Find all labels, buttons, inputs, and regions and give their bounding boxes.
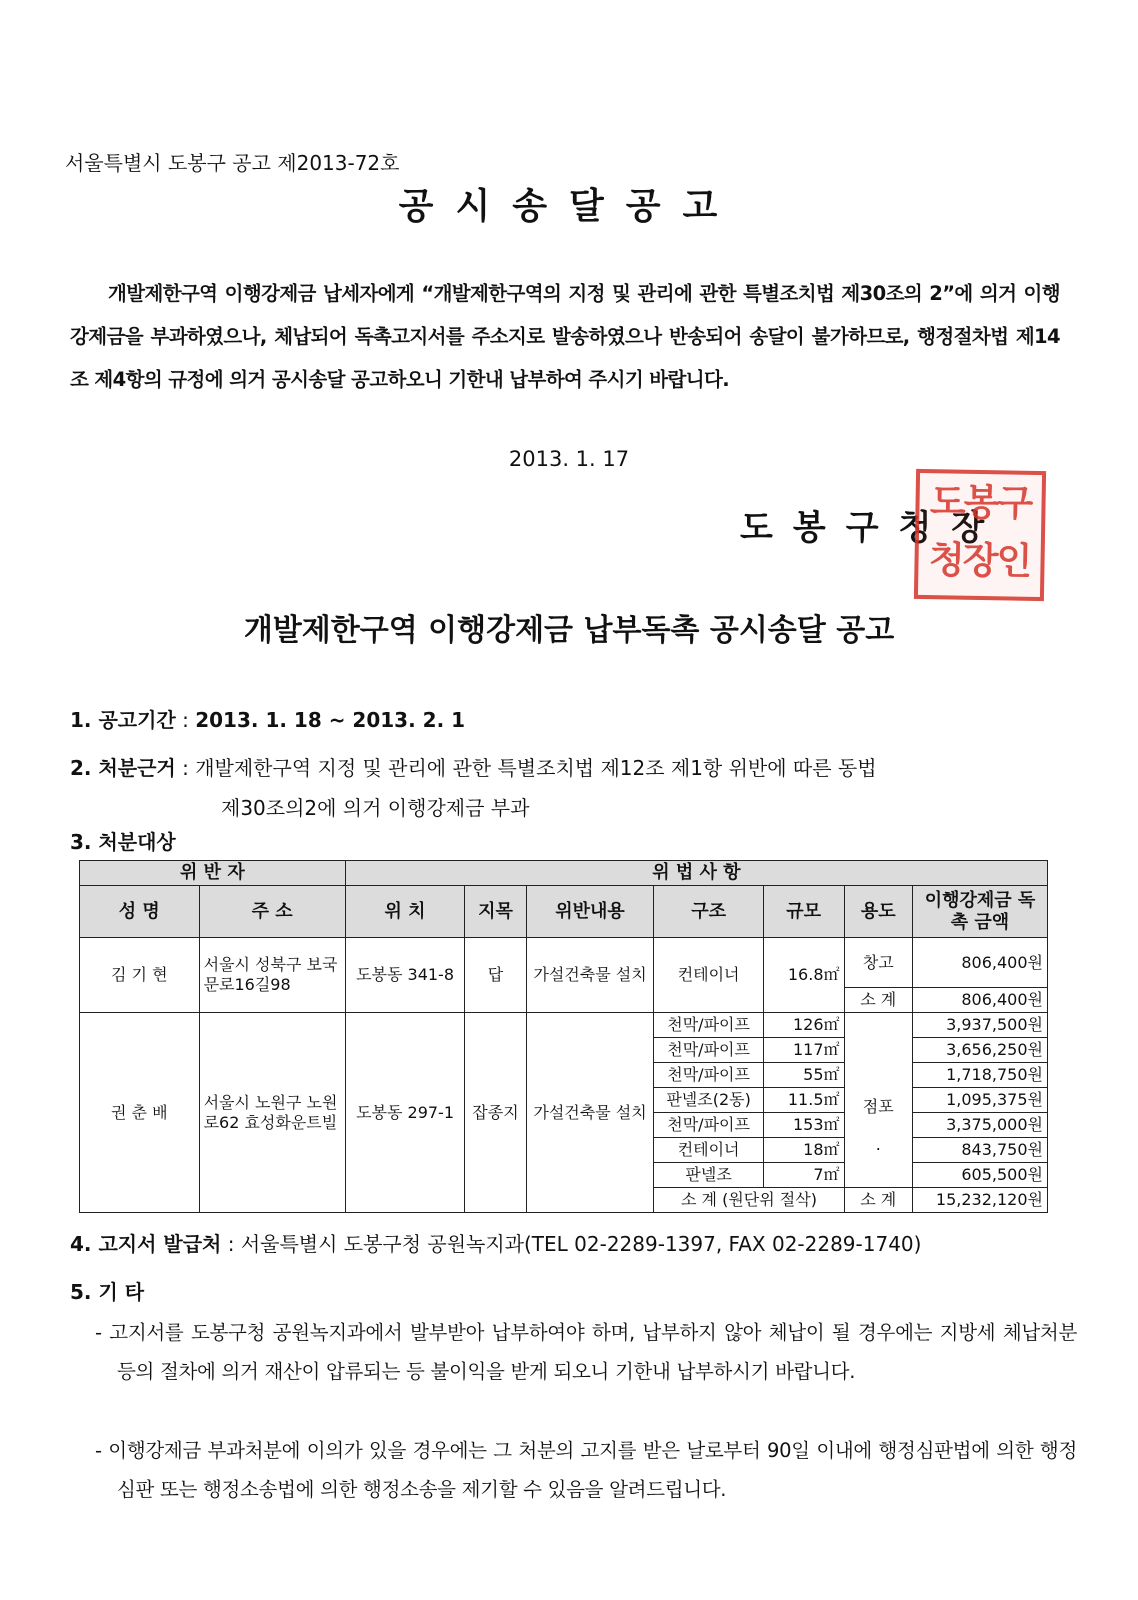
row2-subtotal-label: 소 계 xyxy=(844,1188,912,1213)
row2-use-label: 점포 xyxy=(862,1097,894,1116)
misc-item-2: - 이행강제금 부과처분에 이의가 있을 경우에는 그 처분의 고지를 받은 날로부터 90일 이내에 행정심판법에 의한 행정심판 또는 행정소송법에 의한 행정소송을 제기할 수 있음을 알려드립니다. xyxy=(95,1439,1077,1501)
row1-location: 도봉동 341-8 xyxy=(345,938,465,1013)
table-cell-amount: 3,375,000원 xyxy=(912,1113,1047,1138)
table-cell-size: 153㎡ xyxy=(763,1113,844,1138)
section-period-label: 1. 공고기간 xyxy=(70,708,176,732)
row2-subtotal: 15,232,120원 xyxy=(912,1188,1047,1213)
row1-subtotal: 806,400원 xyxy=(912,988,1047,1013)
section-issuer-office-value: 서울특별시 도봉구청 공원녹지과(TEL 02-2289-1397, FAX 02-2289-1740) xyxy=(240,1232,922,1256)
table-cell-structure: 판넬조 xyxy=(654,1163,763,1188)
table-cell-size: 126㎡ xyxy=(763,1013,844,1038)
table-cell-amount: 3,937,500원 xyxy=(912,1013,1047,1038)
table-cell-amount: 843,750원 xyxy=(912,1138,1047,1163)
header-name: 성 명 xyxy=(80,886,200,938)
section-period: 1. 공고기간 : 2013. 1. 18 ~ 2013. 2. 1 xyxy=(70,708,466,732)
section-basis: 2. 처분근거 : 개발제한구역 지정 및 관리에 관한 특별조치법 제12조 제1항 위반에 따른 동법 xyxy=(70,756,877,780)
notice-subtitle: 개발제한구역 이행강제금 납부독촉 공시송달 공고 xyxy=(243,613,895,648)
header-address: 주 소 xyxy=(199,886,345,938)
row1-address: 서울시 성북구 보국문로16길98 xyxy=(199,938,345,1013)
header-location: 위 치 xyxy=(345,886,465,938)
section-basis-value-2: 제30조의2에 의거 이행강제금 부과 xyxy=(221,796,530,820)
section-target-label: 3. 처분대상 xyxy=(70,830,176,854)
violation-table xyxy=(79,860,1048,1213)
row2-use-mark: . xyxy=(875,1135,881,1154)
row1-subtotal-label: 소 계 xyxy=(844,988,912,1013)
table-cell-size: 11.5㎡ xyxy=(763,1088,844,1113)
table-cell-structure: 천막/파이프 xyxy=(654,1038,763,1063)
table-cell-size: 7㎡ xyxy=(763,1163,844,1188)
table-cell-size: 55㎡ xyxy=(763,1063,844,1088)
table-cell-structure: 천막/파이프 xyxy=(654,1113,763,1138)
group-header-violation: 위 법 사 항 xyxy=(345,861,1047,886)
section-basis-value-1: 개발제한구역 지정 및 관리에 관한 특별조치법 제12조 제1항 위반에 따른 동법 xyxy=(195,756,877,780)
section-basis-label: 2. 처분근거 xyxy=(70,756,176,780)
row1-structure: 컨테이너 xyxy=(654,938,763,1013)
row1-size: 16.8㎡ xyxy=(763,938,844,1013)
header-land: 지목 xyxy=(465,886,526,938)
header-structure: 구조 xyxy=(654,886,763,938)
seal-line-1: 도봉구 xyxy=(929,480,1032,525)
row1-use: 창고 xyxy=(844,938,912,988)
row1-name: 김 기 현 xyxy=(80,938,200,1013)
table-cell-structure: 판넬조(2동) xyxy=(654,1088,763,1113)
table-cell-structure: 컨테이너 xyxy=(654,1138,763,1163)
table-cell-amount: 605,500원 xyxy=(912,1163,1047,1188)
row2-subtotal-note: 소 계 (원단위 절삭) xyxy=(654,1188,844,1213)
row2-location: 도봉동 297-1 xyxy=(345,1013,465,1213)
table-cell-structure: 천막/파이프 xyxy=(654,1013,763,1038)
body-paragraph: 개발제한구역 이행강제금 납세자에게 “개발제한구역의 지정 및 관리에 관한 특별조치법 제30조의 2”에 의거 이행강제금을 부과하였으나, 체납되어 독촉고지서를 주소지로 발송하였으나 반송되어 송달이 불가하므로, 행정절차법 제14조 제4항의 규정에 의거 공시송달 공고하오니 기한내 납부하여 주시기 바랍니다. xyxy=(70,282,1060,391)
section-misc-label: 5. 기 타 xyxy=(70,1280,145,1304)
section-issuer-office: 4. 고지서 발급처 : 서울특별시 도봉구청 공원녹지과(TEL 02-2289-1397, FAX 02-2289-1740) xyxy=(70,1232,922,1256)
misc-item-1: - 고지서를 도봉구청 공원녹지과에서 발부받아 납부하여야 하며, 납부하지 않아 체납이 될 경우에는 지방세 체납처분 등의 절차에 의거 재산이 압류되는 등 불이익을 받게 되오니 기한내 납부하시기 바랍니다. xyxy=(95,1321,1077,1383)
section-issuer-office-label: 4. 고지서 발급처 xyxy=(70,1232,222,1256)
row1-land: 답 xyxy=(465,938,526,1013)
table-cell-amount: 1,718,750원 xyxy=(912,1063,1047,1088)
seal-line-2: 청장인 xyxy=(928,538,1031,583)
notice-number: 서울특별시 도봉구 공고 제2013-72호 xyxy=(65,151,400,175)
table-cell-size: 18㎡ xyxy=(763,1138,844,1163)
row1-amount: 806,400원 xyxy=(912,938,1047,988)
table-cell-amount: 1,095,375원 xyxy=(912,1088,1047,1113)
row2-address: 서울시 노원구 노원로62 효성화운트빌 xyxy=(199,1013,345,1213)
table-cell-amount: 3,656,250원 xyxy=(912,1038,1047,1063)
row2-violation: 가설건축물 설치 xyxy=(526,1013,654,1213)
header-violation: 위반내용 xyxy=(526,886,654,938)
header-amount: 이행강제금 독촉 금액 xyxy=(912,886,1047,938)
section-period-value: 2013. 1. 18 ~ 2013. 2. 1 xyxy=(195,708,466,732)
row1-violation: 가설건축물 설치 xyxy=(526,938,654,1013)
header-use: 용도 xyxy=(844,886,912,938)
issuer-name: 도봉구청장 xyxy=(740,508,1005,548)
group-header-violator: 위 반 자 xyxy=(80,861,346,886)
table-cell-structure: 천막/파이프 xyxy=(654,1063,763,1088)
notice-date: 2013. 1. 17 xyxy=(508,447,630,471)
table-cell-size: 117㎡ xyxy=(763,1038,844,1063)
header-size: 규모 xyxy=(763,886,844,938)
document-title: 공시송달공고 xyxy=(398,186,740,227)
row2-land: 잡종지 xyxy=(465,1013,526,1213)
row2-name: 권 춘 배 xyxy=(80,1013,200,1213)
official-seal xyxy=(914,469,1046,601)
row2-use xyxy=(844,1013,912,1188)
